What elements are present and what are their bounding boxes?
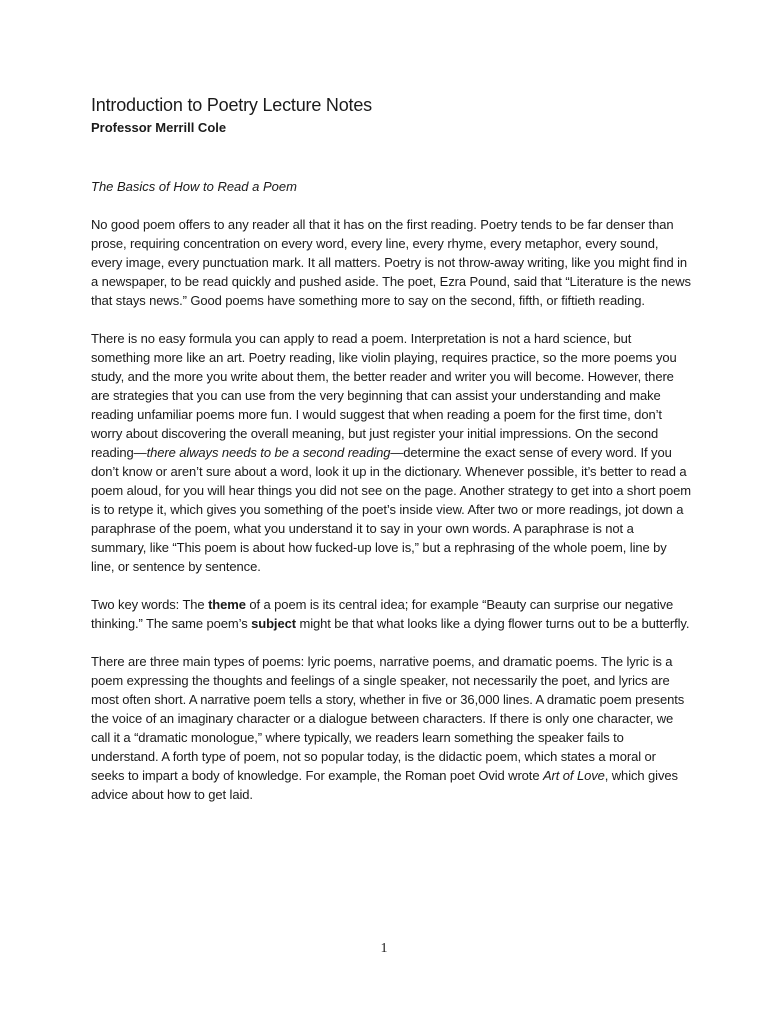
page-number: 1 bbox=[380, 941, 388, 956]
document-page bbox=[91, 93, 691, 804]
paragraph-text: might be that what looks like a dying flower turns out to be a butterfly. bbox=[295, 616, 690, 631]
paragraph-formula bbox=[91, 329, 691, 576]
paragraph-text: There is no easy formula you can apply to read a poem. Interpretation is not a hard science, but something more like an art. Poetry reading, like violin playing, requires practice, so the more poems you study, and the more you write about them, the better reader and writer you will become. However, there are strategies that you can use from the very beginning that can assist your understanding and make reading unfamiliar poems more fun. I would suggest that when reading a poem for the first time, don’t worry about discovering the overall meaning, but just register your initial impressions. On the second reading— bbox=[91, 331, 677, 460]
document-author: Professor Merrill Cole bbox=[91, 120, 227, 135]
paragraph-text: Two key words: The bbox=[91, 597, 209, 612]
term-theme: theme bbox=[208, 597, 246, 612]
paragraph-text: —determine the exact sense of every word. If you don’t know or aren’t sure about a word, look it up in the dictionary. Whenever possible, it’s better to read a poem aloud, for you will hear things you did not see on the page. Another strategy to get into a short poem is to retype it, which gives you something of the poet’s inside view. After two or more readings, jot down a paraphrase of the poem, what you understand it to say in your own words. A paraphrase is not a summary, like “This poem is about how fucked-up love is,” but a rephrasing of the whole poem, line by line, or sentence by sentence. bbox=[91, 445, 691, 574]
paragraph-text: No good poem offers to any reader all that it has on the first reading. Poetry tends to be far denser than prose, requiring concentration on every word, every line, every rhyme, every metaphor, every sound, every image, every punctuation mark. It all matters. Poetry is not throw-away writing, like you might find in a newspaper, to be read quickly and pushed aside. The poet, Ezra Pound, said that “Literature is the news that stays news.” Good poems have something more to say on the second, fifth, or fiftieth reading. bbox=[91, 217, 691, 308]
paragraph-poem-types bbox=[91, 652, 691, 804]
paragraph-text: There are three main types of poems: lyric poems, narrative poems, and dramatic poems. The lyric is a poem expressing the thoughts and feelings of a single speaker, not necessarily the poet, and lyrics are most often short. A narrative poem tells a story, whether in five or 36,000 lines. A dramatic poem presents the voice of an imaginary character or a dialogue between characters. If there is only one character, we call it a “dramatic monologue,” where typically, we readers learn something the speaker fails to understand. A forth type of poem, not so popular today, is the didactic poem, which states a moral or seeks to impart a body of knowledge. For example, the Roman poet Ovid wrote bbox=[91, 654, 685, 783]
paragraph-text: of a poem is its central idea; for example “Beauty can surprise our negative thinking.” The same poem’s bbox=[91, 597, 674, 631]
paragraph-intro bbox=[91, 215, 691, 310]
italic-emphasis: there always needs to be a second reading bbox=[146, 445, 391, 460]
paragraph-text: , which gives advice about how to get laid. bbox=[91, 768, 678, 802]
section-title: The Basics of How to Read a Poem bbox=[91, 179, 297, 194]
document-title: Introduction to Poetry Lecture Notes bbox=[91, 95, 372, 115]
term-subject: subject bbox=[251, 616, 296, 631]
paragraph-key-words bbox=[91, 595, 691, 633]
book-title-art-of-love: Art of Love bbox=[542, 768, 605, 783]
